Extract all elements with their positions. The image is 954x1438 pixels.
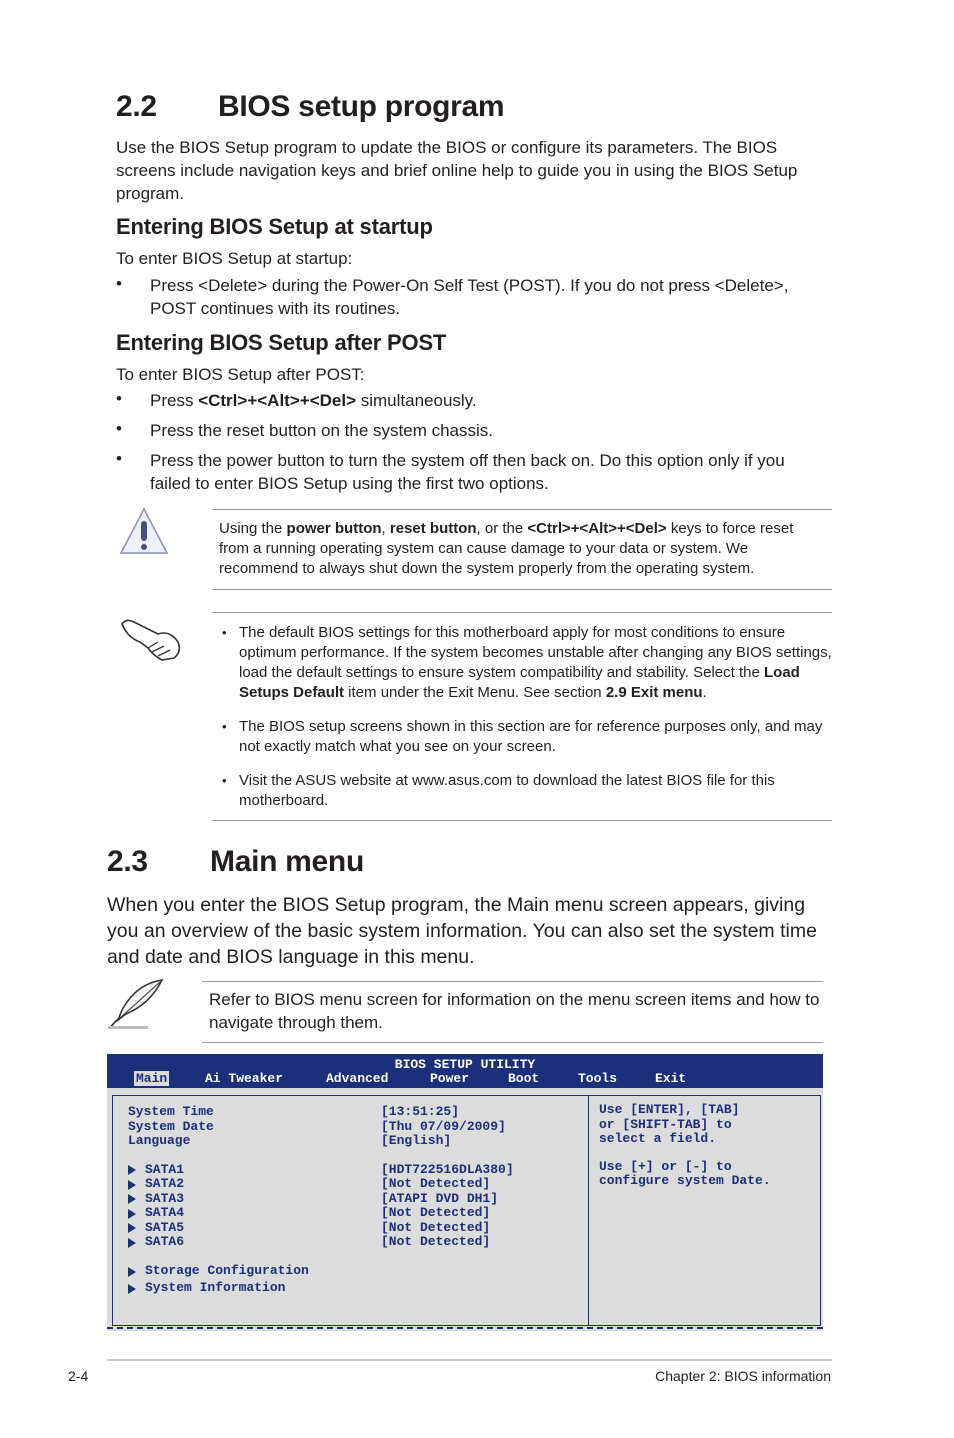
text: Load Setups Default (239, 664, 800, 701)
divider (212, 820, 832, 821)
text: , (381, 520, 390, 537)
field-value[interactable]: [Thu 07/09/2009] (381, 1119, 506, 1134)
help-text: Use [+] or [-] to (599, 1159, 732, 1174)
sata-label[interactable]: SATA5 (145, 1220, 185, 1235)
bios-title: BIOS SETUP UTILITY (394, 1057, 536, 1072)
sata-value: [Not Detected] (381, 1176, 491, 1191)
bios-intro-paragraph: Use the BIOS Setup program to update the BIOS or configure its parameters. The BIOS screens include navigation keys and brief online help to guide you in using the BIOS Setup program. (116, 138, 798, 203)
divider (212, 509, 832, 510)
page-number: 2-4 (68, 1368, 89, 1384)
submenu-arrow-icon (128, 1180, 136, 1190)
submenu-storage-configuration[interactable]: Storage Configuration (145, 1263, 309, 1278)
menu-main[interactable]: Main (136, 1071, 168, 1086)
section-title: Main menu (210, 845, 364, 878)
note-2: The BIOS setup screens shown in this section are for reference purposes only, and may not exactly match what you see on your screen. (239, 718, 823, 755)
sata-label[interactable]: SATA6 (145, 1234, 185, 1249)
section-title: BIOS setup program (218, 90, 505, 123)
sata-label[interactable]: SATA3 (145, 1191, 185, 1206)
bios-screen (107, 1054, 823, 1331)
help-text: Use [ENTER], [TAB] (599, 1102, 740, 1117)
help-text: or [SHIFT-TAB] to (599, 1117, 732, 1132)
submenu-arrow-icon (128, 1284, 136, 1294)
warning-icon (118, 505, 170, 557)
bullet: • (116, 274, 122, 293)
field-label[interactable]: Language (128, 1133, 191, 1148)
submenu-arrow-icon (128, 1238, 136, 1248)
text: keys to force reset from a running operating system can cause damage to your data or system. We recommend to always shut down the system properly from the operating system. (219, 520, 794, 577)
key-combo: <Ctrl>+<Alt>+<Del> (527, 520, 667, 537)
bullet: • (222, 719, 227, 734)
field-value[interactable]: [English] (381, 1133, 452, 1148)
menu-boot[interactable]: Boot (508, 1071, 540, 1086)
hand-note-icon (118, 612, 184, 664)
section-heading-main-menu (107, 845, 707, 881)
bios-reference-note: Refer to BIOS menu screen for information on the menu screen items and how to navigate through them. (209, 990, 820, 1032)
menu-ai-tweaker[interactable]: Ai Tweaker (205, 1071, 284, 1086)
note-1 (239, 623, 832, 703)
divider (202, 1042, 823, 1043)
menu-power[interactable]: Power (430, 1071, 470, 1086)
warning-text (219, 519, 809, 579)
sata-value: [Not Detected] (381, 1234, 491, 1249)
submenu-system-information[interactable]: System Information (145, 1280, 286, 1295)
text: power button (286, 520, 382, 537)
sata-label[interactable]: SATA1 (145, 1162, 185, 1177)
text: . (702, 684, 707, 701)
submenu-arrow-icon (128, 1267, 136, 1277)
submenu-arrow-icon (128, 1194, 136, 1204)
after-post-bullet-2: Press the reset button on the system chassis. (150, 421, 493, 440)
help-text: select a field. (599, 1131, 717, 1146)
quill-pen-icon (106, 976, 166, 1032)
note-3: Visit the ASUS website at www.asus.com to download the latest BIOS file for this motherboard. (239, 772, 775, 809)
divider (212, 612, 832, 613)
text: Press (150, 391, 199, 410)
after-post-bullet-3: Press the power button to turn the system off then back on. Do this option only if you failed to enter BIOS Setup using the first two options. (150, 451, 785, 493)
bios-bottom-border (107, 1327, 823, 1329)
section-number: 2.3 (107, 845, 148, 878)
help-text: configure system Date. (599, 1173, 771, 1188)
panel-divider (588, 1095, 589, 1326)
menu-tools[interactable]: Tools (578, 1071, 618, 1086)
text: , or the (476, 520, 528, 537)
sata-value: [Not Detected] (381, 1205, 491, 1220)
divider (202, 981, 823, 982)
field-label[interactable]: System Time (128, 1104, 214, 1119)
key-combo: <Ctrl>+<Alt>+<Del> (198, 391, 357, 410)
field-value[interactable]: [13:51:25] (381, 1104, 460, 1119)
submenu-arrow-icon (128, 1209, 136, 1219)
text: 2.9 Exit menu (605, 684, 703, 701)
footer-rule (107, 1359, 832, 1361)
text: Using the (219, 520, 287, 537)
text: simultaneously. (356, 391, 477, 410)
text: The default BIOS settings for this motherboard apply for most conditions to ensure optimum performance. If the system becomes unstable after changing any BIOS settings, load the default settings to ensure system compatibility and stability. Select the (239, 624, 832, 681)
after-post-lead: To enter BIOS Setup after POST: (116, 365, 365, 384)
divider (212, 589, 832, 590)
bullet: • (222, 625, 227, 640)
startup-lead: To enter BIOS Setup at startup: (116, 249, 353, 268)
bullet: • (222, 773, 227, 788)
text: reset button (389, 520, 477, 537)
startup-bullet-text: Press <Delete> during the Power-On Self Test (POST). If you do not press <Delete>, POST continues with its routines. (150, 276, 789, 318)
subheading-startup: Entering BIOS Setup at startup (116, 214, 433, 239)
submenu-arrow-icon (128, 1165, 136, 1175)
bullet: • (116, 389, 122, 408)
after-post-bullet-1 (150, 389, 820, 412)
field-label[interactable]: System Date (128, 1119, 214, 1134)
sata-label[interactable]: SATA2 (145, 1176, 185, 1191)
sata-value: [ATAPI DVD DH1] (381, 1191, 499, 1206)
chapter-label: Chapter 2: BIOS information (655, 1368, 831, 1384)
sata-value: [HDT722516DLA380] (381, 1162, 514, 1177)
bullet: • (116, 419, 122, 438)
menu-exit[interactable]: Exit (655, 1071, 687, 1086)
subheading-after-post: Entering BIOS Setup after POST (116, 330, 447, 355)
text: item under the Exit Menu. See section (344, 684, 606, 701)
section-number: 2.2 (116, 90, 157, 123)
section-heading-bios-setup (116, 90, 716, 126)
sata-label[interactable]: SATA4 (145, 1205, 185, 1220)
menu-advanced[interactable]: Advanced (326, 1071, 389, 1086)
submenu-arrow-icon (128, 1223, 136, 1233)
bullet: • (116, 449, 122, 468)
main-menu-intro: When you enter the BIOS Setup program, the Main menu screen appears, giving you an overview of the basic system information. You can also set the system time and date and BIOS language in this menu. (107, 894, 817, 968)
sata-value: [Not Detected] (381, 1220, 491, 1235)
